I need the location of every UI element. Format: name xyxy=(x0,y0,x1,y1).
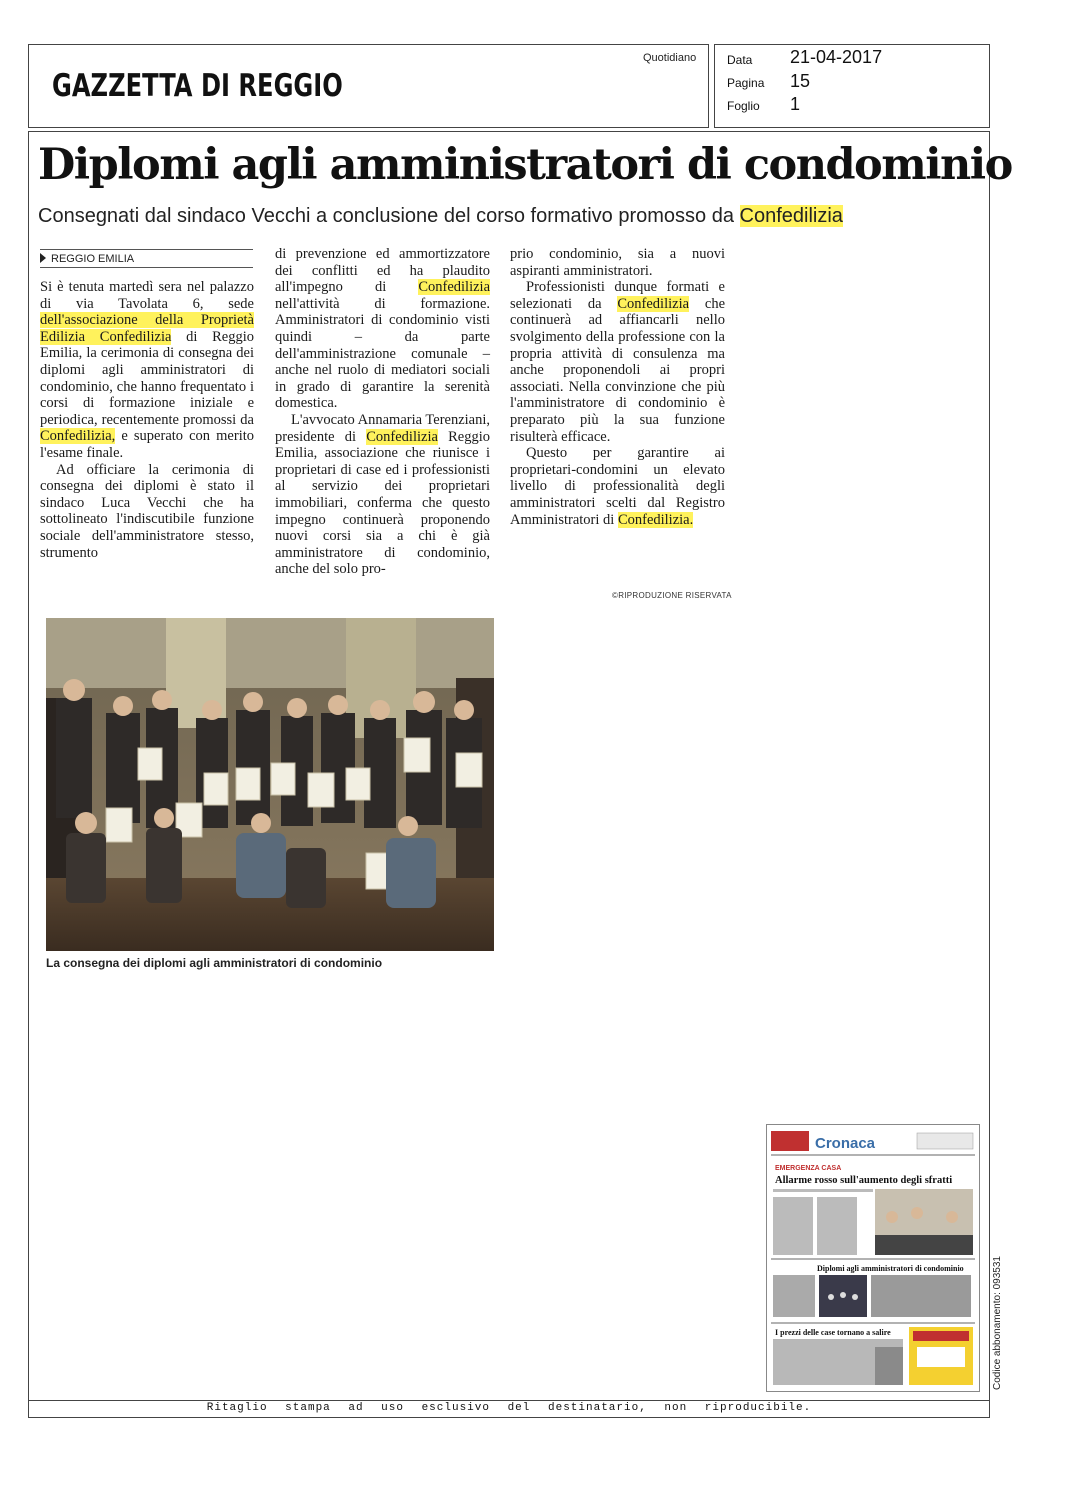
date-value: 21-04-2017 xyxy=(790,47,883,67)
text-run: di Reggio Emilia, la cerimonia di consegna dei diplomi agli amministratori di condominio, che hanno frequentato i corsi di formazione iniziale e periodica, recentemente promossi da xyxy=(40,328,254,428)
page-value: 15 xyxy=(790,71,811,91)
sheet-label: Foglio xyxy=(727,99,760,113)
thumbnail-kicker: EMERGENZA CASA xyxy=(775,1165,842,1172)
kicker-text: REGGIO EMILIA xyxy=(51,253,135,265)
text-run: Reggio Emilia, associazione che riunisce i proprietari di case ed i professionisti al servizio dei proprietari immobiliari, conferma che questo impegno continuerà proponendo nuovi corsi sia a chi è già amministratore di condominio, anche del solo pro- xyxy=(275,428,490,578)
footer-disclaimer: Ritaglio stampa ad uso esclusivo del destinatario, non riproducibile. xyxy=(28,1400,990,1419)
text-run: L'avvocato Annamaria Terenziani, presidente di xyxy=(275,411,491,445)
paragraph: Ad officiare la cerimonia di consegna dei diplomi è stato il sindaco Luca Vecchi che ha sottolineato l'indiscutibile funzione sociale dell'amministratore stesso, strumento xyxy=(40,461,254,561)
article-headline: Diplomi agli amministratori di condominio xyxy=(38,140,1012,190)
group-photo xyxy=(46,618,494,951)
photo-caption: La consegna dei diplomi agli amministratori di condominio xyxy=(46,956,383,970)
text-run: e superato con merito l'esame finale. xyxy=(40,428,254,461)
newspaper-masthead: GAZZETTA DI REGGIO xyxy=(52,68,343,104)
subscription-code-wrapper xyxy=(992,1240,1012,1400)
thumbnail-headline-1: Allarme rosso sull'aumento degli sfratti xyxy=(775,1175,953,1186)
highlighted-text: Confedilizia xyxy=(366,428,438,445)
page-thumbnail xyxy=(766,1124,980,1392)
thumbnail-headline-2: Diplomi agli amministratori di condominio xyxy=(817,1264,964,1273)
text-run: di prevenzione ed ammortizzatore dei conflitti ed ha plaudito all'impegno di xyxy=(275,246,490,296)
highlighted-text: Confedilizia xyxy=(418,279,490,296)
subhead-highlight: Confedilizia xyxy=(739,205,843,227)
highlighted-text: Confedilizia. xyxy=(617,511,694,528)
paragraph: prio condominio, sia a nuovi aspiranti amministratori. xyxy=(510,246,725,279)
text-run: Questo per garantire ai proprietari-condomini un elevato livello di professionalità degli amministratori scelti dal Registro Amministratori di xyxy=(510,445,725,528)
article-column-2 xyxy=(275,246,490,578)
paragraph xyxy=(510,279,725,445)
location-kicker xyxy=(40,249,253,268)
highlighted-text: Confedilizia, xyxy=(40,428,116,445)
copyright-notice: ©RIPRODUZIONE RISERVATA xyxy=(612,591,732,600)
paragraph xyxy=(275,412,490,578)
thumbnail-headline-3: I prezzi delle case tornano a salire xyxy=(775,1328,891,1337)
article-subhead xyxy=(38,205,843,228)
subscription-code: Codice abbonamento: 093531 xyxy=(992,1256,1003,1390)
text-run: Si è tenuta martedì sera nel palazzo di via Tavolata 6, sede xyxy=(40,279,254,312)
publication-type: Quotidiano xyxy=(643,52,697,64)
article-column-3 xyxy=(510,246,725,528)
text-run: che continuerà ad affiancarli nello svolgimento della professione con la propria attività di consulenza ma anche proponendoli ai propri associati. Nella convinzione che più l'amministratore di condominio è preparato più la sua funzione risulterà efficace. xyxy=(510,295,726,445)
article-column-1 xyxy=(40,279,254,561)
date-label: Data xyxy=(727,53,753,67)
paragraph xyxy=(40,279,254,462)
bullet-icon xyxy=(40,253,46,263)
paragraph xyxy=(510,445,725,528)
page-label: Pagina xyxy=(727,76,765,90)
sheet-value: 1 xyxy=(790,94,801,114)
subhead-text: Consegnati dal sindaco Vecchi a conclusione del corso formativo promosso da xyxy=(38,205,740,227)
highlighted-text: Confedilizia xyxy=(617,295,690,312)
highlighted-text: dell'associazione della Proprietà Edilizia Confedilizia xyxy=(40,312,254,345)
paragraph xyxy=(275,246,490,412)
text-run: nell'attività di formazione. Amministratori di condominio visti quindi – da parte dell'amministrazione comunale – anche nel ruolo di mediatori sociali in grado di garantire la serenità domestica. xyxy=(275,295,490,412)
thumbnail-section: Cronaca xyxy=(815,1135,876,1152)
text-run: Professionisti dunque formati e selezionati da xyxy=(510,279,725,312)
